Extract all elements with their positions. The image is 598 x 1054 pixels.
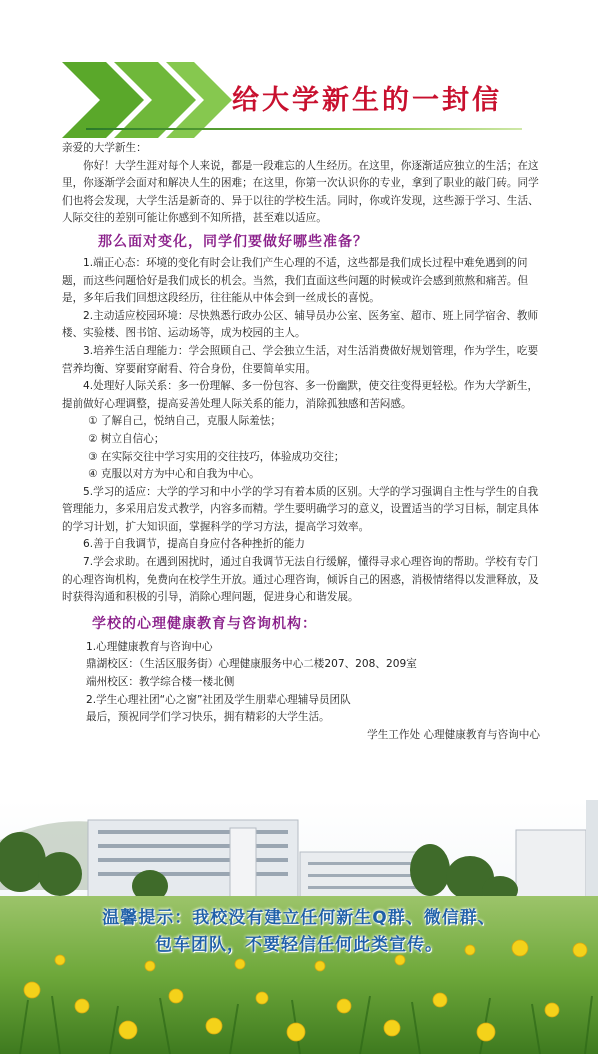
warning-notice-line-2: 包车团队，不要轻信任何此类宣传。 <box>155 935 443 955</box>
warning-notice-line-1: 温馨提示：我校没有建立任何新生Q群、微信群、 <box>102 908 496 928</box>
greeting: 亲爱的大学新生： <box>62 142 147 154</box>
signature: 学生工作处 心理健康教育与咨询中心 <box>367 728 540 741</box>
page-title: 给大学新生的一封信 <box>232 85 502 116</box>
list-item: 4.处理好人际关系：多一份理解、多一份包容、多一份幽默，使交往变得更轻松。作为大学新生，提前做好心理调整，提高妥善处理人际关系的能力，消除孤独感和苦闷感。 <box>62 380 539 410</box>
chevron-arrows-icon <box>62 62 232 138</box>
org-line: 1.心理健康教育与咨询中心 <box>86 640 213 653</box>
sub-list-item: ③ 在实际交往中学习实用的交往技巧，体验成功交往； <box>88 450 345 463</box>
list-item: 5.学习的适应：大学的学习和中小学的学习有着本质的区别。大学的学习强调自主性与学生的自我管理能力，多采用启发式教学，内容多而精。学生要明确学习的意义，设置适当的学习目标，制定具体的学习计划，扩大知识面，掌握科学的学习方法，提高学习效率。 <box>62 485 539 533</box>
sub-list-item: ④ 克服以对方为中心和自我为中心。 <box>88 468 260 481</box>
org-line: 鼎湖校区：（生活区服务街）心理健康服务中心二楼207、208、209室 <box>86 658 417 671</box>
title-underline <box>86 128 522 130</box>
org-line: 端州校区：教学综合楼一楼北侧 <box>86 676 235 689</box>
org-line: 2.学生心理社团“心之窗”社团及学生朋辈心理辅导员团队 <box>86 693 351 706</box>
list-item: 7.学会求助。在遇到困扰时，通过自我调节无法自行缓解，懂得寻求心理咨询的帮助。学校有专门的心理咨询机构，免费向在校学生开放。通过心理咨询，倾诉自己的困惑，消极情绪得以发泄释放，及时获得沟通和积极的引导，消除心理问题，促进身心和谐发展。 <box>62 556 539 604</box>
sub-list-item: ② 树立自信心； <box>88 432 165 445</box>
list-item: 3.培养生活自理能力：学会照顾自己、学会独立生活，对生活消费做好规划管理，作为学生，吃要营养均衡、穿要耐穿耐看、符合身份，住要简单实用。 <box>62 344 539 375</box>
sub-list-item: ① 了解自己，悦纳自己，克服人际羞怯； <box>88 415 281 428</box>
list-item: 1.端正心态：环境的变化有时会让我们产生心理的不适，这些都是我们成长过程中难免遇到的问题，而这些问题恰好是我们成长的机会。当然，我们直面这些问题的时候或许会感到煎熬和痛苦。但是，多年后我们回想这段经历，往往能从中体会到一丝成长的喜悦。 <box>62 256 529 305</box>
section-heading-counseling: 学校的心理健康教育与咨询机构： <box>92 615 317 632</box>
closing-line: 最后，预祝同学们学习快乐，拥有精彩的大学生活。 <box>86 711 330 724</box>
list-item: 2.主动适应校园环境：尽快熟悉行政办公区、辅导员办公室、医务室、超市、班上同学宿舍、教师楼、实验楼、图书馆、运动场等，成为校园的主人。 <box>62 309 539 340</box>
intro-paragraph: 你好！大学生涯对每个人来说，都是一段难忘的人生经历。在这里，你逐渐适应独立的生活；在这里，你逐渐学会面对和解决人生的困难；在这里，你第一次认识你的专业，拿到了职业的敲门砖。同学们也将会发现，大学生活是新奇的、异于以往的学校生活。同时，你或许发现，这些源于学习、生活、人际交往的差别可能让你感到不知所措，甚至难以适应。 <box>62 159 539 225</box>
section-heading-preparation: 那么面对变化，同学们要做好哪些准备？ <box>98 233 368 250</box>
letter-body <box>62 140 540 744</box>
list-item: 6.善于自我调节，提高自身应付各种挫折的能力 <box>83 538 305 551</box>
